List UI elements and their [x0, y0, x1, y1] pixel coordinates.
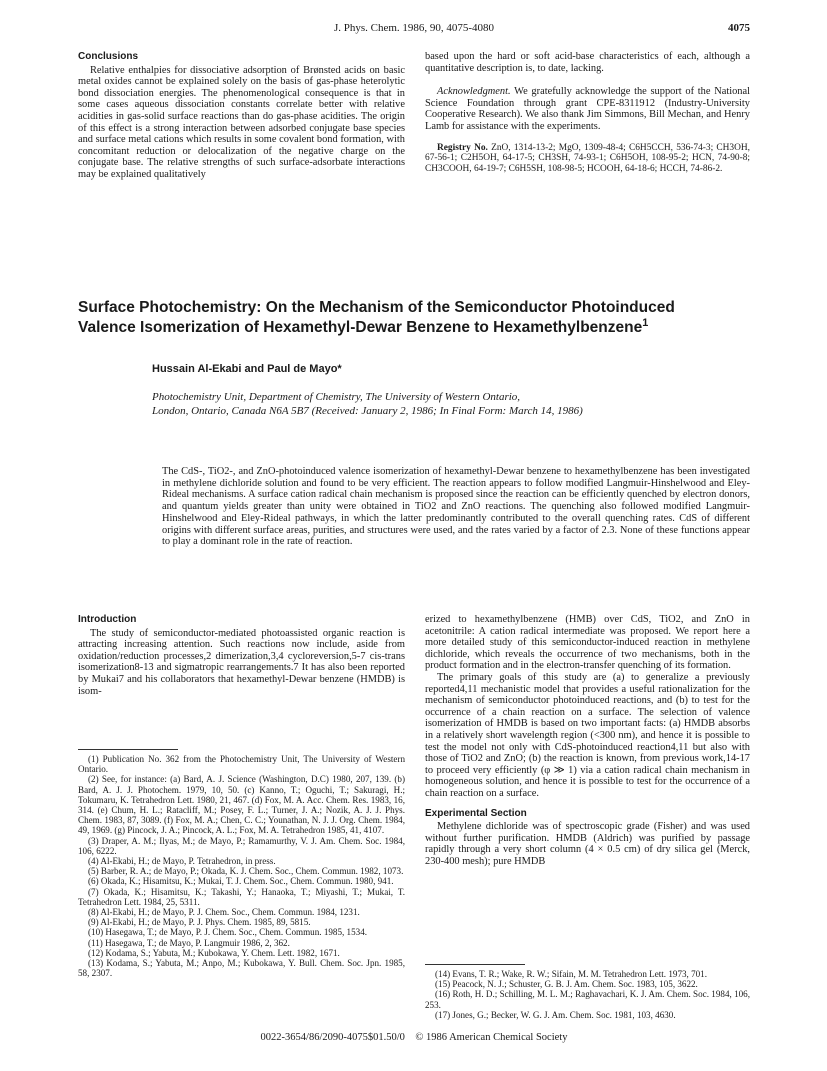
footnote-item: (2) See, for instance: (a) Bard, A. J. Science (Washington, D.C) 1980, 207, 139. (b) Bard, A. J. J. Photochem. 1979, 10, 50. (c) Kanno, T.; Oguchi, T.; Sakuragi, H.; Tokumaru, K. Tetrahedron Lett. 1980, 21, 467. (d) Fox, M. A. Acc. Chem. Res. 1983, 16, 314. (e) Chum, H. L.; Ratacliff, M.; Posey, F. L.; Turner, J. A.; Nozik, A. J. J. Phys. Chem. 1983, 87, 3089. (f) Fox, M. A.; Chen, C. C.; Younathan, N. J. J. Org. Chem. 1984, 49, 1969. (g) Pincock, J. A.; Pincock, A. L.; Fox, M. A. Tetrahedron 1985, 41, 4107. — [78, 774, 405, 836]
conclusions-continuation: based upon the hard or soft acid-base characteristics of each, although a quantitative description is, to date, lacking. — [425, 51, 750, 74]
footnote-item: (1) Publication No. 362 from the Photochemistry Unit, The University of Western Ontario. — [78, 754, 405, 775]
footnotes-right — [425, 969, 750, 1020]
running-header — [78, 22, 750, 38]
footnote-item: (6) Okada, K.; Hisamitsu, K.; Mukai, T. J. Chem. Soc., Chem. Commun. 1980, 941. — [88, 876, 394, 887]
introduction-left — [78, 614, 405, 697]
footnote-item: (9) Al-Ekabi, H.; de Mayo, P. J. Phys. Chem. 1985, 89, 5815. — [88, 917, 311, 928]
footnotes-left — [78, 754, 405, 978]
affiliation-line-1: Photochemistry Unit, Department of Chemistry, The University of Western Ontario, — [152, 391, 521, 403]
footnote-item: (15) Peacock, N. J.; Schuster, G. B. J. Am. Chem. Soc. 1983, 105, 3622. — [435, 979, 698, 990]
conclusions-paragraph: Relative enthalpies for dissociative adsorption of Brønsted acids on basic metal oxides cannot be explained solely on the basis of gas-phase heterolytic bond dissociation energies. The phenomenological consequence is that in some cases aqueous dissociation constants correlate better with relative acidities in gas-solid surface reactions than do gas-phase acidities. The origin of this effect is a strong interaction between adsorbed conjugate base species and surface metal cations which results in some covalent bond formation, with concomitant reduction or delocalization of the negative charge on the conjugate base. The relative strengths of such surface-adsorbate interactions may be explained qualitatively — [78, 64, 405, 180]
experimental-paragraph: Methylene dichloride was of spectroscopic grade (Fisher) and was used without further purification. HMDB (Aldrich) was purified by passage rapidly through a very short column (4 × 0.5 cm) of dry silica gel (Merck, 230-400 mesh); pure HMDB — [425, 821, 750, 867]
footnote-item: (7) Okada, K.; Hisamitsu, K.; Takashi, Y.; Hanaoka, T.; Miyashi, T.; Mukai, T. Tetrahedron Lett. 1984, 25, 5311. — [78, 886, 405, 907]
footnote-item: (11) Hasegawa, T.; de Mayo, P. Langmuir 1986, 2, 362. — [88, 937, 290, 948]
footnote-item: (12) Kodama, S.; Yabuta, M.; Kubokawa, Y. Chem. Lett. 1982, 1671. — [88, 947, 340, 958]
footnote-item: (5) Barber, R. A.; de Mayo, P.; Okada, K. J. Chem. Soc., Chem. Commun. 1982, 1073. — [88, 866, 404, 877]
footer-copyright: © 1986 American Chemical Society — [415, 1032, 568, 1043]
title-footnote-marker: 1 — [642, 316, 649, 329]
conclusions-continued — [425, 51, 750, 174]
footnote-item: (3) Draper, A. M.; Ilyas, M.; de Mayo, P.; Ramamurthy, V. J. Am. Chem. Soc. 1984, 106, 6222. — [78, 835, 405, 856]
experimental-heading: Experimental Section — [425, 807, 527, 819]
introduction-paragraph-right-2: The primary goals of this study are (a) to generalize a previously reported4,11 mechanistic model that provides a useful rationalization for the mechanism of semiconductor photoinduced reactions, and (b) to test for the occurrence of a chain reaction on a surface. The selection of valence isomerization of HMDB is based on two important facts: (a) HMDB absorbs in a relatively short wavelength region (<300 nm), and hence it is possible to test the model not only with CdS-photoinduced reaction4,11 but also with those of TiO2 and ZnO; (b) the reaction is known, from previous work,14-17 to proceed very efficiently (φ ≫ 1) via a cation radical chain mechanism in homogeneous solution, and hence it is possible to test for the occurrence of a chain reaction on a surface. — [425, 671, 750, 799]
registry-text: ZnO, 1314-13-2; MgO, 1309-48-4; C6H5CCH, 536-74-3; CH3OH, 67-56-1; C2H5OH, 64-17-5; CH3SH, 74-93-1; C6H5OH, 108-95-2; HCN, 74-90-8; CH3COOH, 64-19-7; C6H5SH, 108-98-5; HCOOH, 64-18-6; HCCH, 74-86-2. — [425, 142, 751, 174]
conclusions-heading: Conclusions — [78, 51, 139, 62]
acknowledgment-text: We gratefully acknowledge the support of the National Science Foundation through grant CPE-8311912 (Industry-University Cooperative Research). We also thank Jim Simmons, Bill Mechan, and Henry Lamb for assistance with the experiments. — [425, 86, 750, 132]
page-footer — [78, 1032, 750, 1043]
title-line-1: Surface Photochemistry: On the Mechanism of the Semiconductor Photoinduced — [78, 299, 675, 316]
footer-code: 0022-3654/86/2090-4075$01.50/0 — [260, 1032, 405, 1043]
introduction-paragraph-right-1: erized to hexamethylbenzene (HMB) over CdS, TiO2, and ZnO in acetonitrile: A cation radical intermediate was proposed. We report here a more detailed study of this semiconductor-induced reaction in methylene dichloride, which reveals the occurrence of two mechanisms, both in the product formation and in the electron-transfer quenching of its formation. — [425, 614, 750, 672]
acknowledgment-label: Acknowledgment. — [437, 86, 511, 98]
footnote-item: (8) Al-Ekabi, H.; de Mayo, P. J. Chem. Soc., Chem. Commun. 1984, 1231. — [88, 907, 360, 918]
footnote-item: (16) Roth, H. D.; Schilling, M. L. M.; Raghavachari, K. J. Am. Chem. Soc. 1984, 106, 253. — [425, 989, 750, 1010]
introduction-heading: Introduction — [78, 614, 137, 625]
affiliation — [152, 390, 752, 418]
footnote-item: (17) Jones, G.; Becker, W. G. J. Am. Chem. Soc. 1981, 103, 4630. — [435, 1009, 676, 1020]
introduction-right — [425, 614, 750, 867]
acknowledgment-paragraph — [425, 86, 750, 132]
authors: Hussain Al-Ekabi and Paul de Mayo* — [152, 363, 342, 375]
registry-paragraph — [425, 143, 750, 175]
footnote-item: (13) Kodama, S.; Yabuta, M.; Anpo, M.; Kubokawa, Y. Bull. Chem. Soc. Jpn. 1985, 58, 2307. — [78, 958, 405, 979]
conclusions-section — [78, 51, 405, 181]
introduction-paragraph-left: The study of semiconductor-mediated photoassisted organic reaction is attracting increasing attention. Such reactions now include, aside from oxidation/reduction processes,2 dimerization,3,4 cycloreversion,5-7 cis-trans isomerization8-13 and sigmatropic rearrangements.7 It has also been reported by Mukai7 and his collaborators that hexamethyl-Dewar benzene (HMDB) is isom- — [78, 627, 405, 697]
title-line-2: Valence Isomerization of Hexamethyl-Dewar Benzene to Hexamethylbenzene$^1$ — [78, 316, 649, 336]
affiliation-line-2: London, Ontario, Canada N6A 5B7 (Received: January 2, 1986; In Final Form: March 14, 1986) — [152, 405, 583, 417]
footnote-rule-left — [78, 749, 178, 750]
article-title — [78, 298, 750, 338]
footnote-rule-right — [425, 964, 525, 965]
footnote-item: (4) Al-Ekabi, H.; de Mayo, P. Tetrahedron, in press. — [88, 856, 276, 867]
abstract: The CdS-, TiO2-, and ZnO-photoinduced valence isomerization of hexamethyl-Dewar benzene to hexamethylbenzene has been investigated in methylene dichloride solution and found to be very efficient. The reaction appears to follow modified Langmuir-Hinshelwood and Eley-Rideal mechanisms. A surface cation radical chain mechanism is proposed since the reaction can be efficiently quenched by electron donors, and quantum yields greater than unity were obtained in TiO2 and ZnO reactions. The quenching also followed modified Langmuir-Hinshelwood and Eley-Rideal pathways, in which the latter predominantly contributed to the overall quenching rates. CdS of different origins with different surface areas, purities, and structures were used, and the rates varied by a factor of 2.3. None of these functions appear to play a dominant role in the rate of reaction. — [162, 466, 750, 548]
footnote-item: (10) Hasegawa, T.; de Mayo, P. J. Chem. Soc., Chem. Commun. 1985, 1534. — [88, 927, 368, 938]
journal-citation: J. Phys. Chem. 1986, 90, 4075-4080 — [333, 22, 495, 34]
page-number: 4075 — [728, 22, 750, 34]
registry-label: Registry No. — [437, 142, 488, 153]
footnote-item: (14) Evans, T. R.; Wake, R. W.; Sifain, M. M. Tetrahedron Lett. 1973, 701. — [435, 969, 708, 979]
